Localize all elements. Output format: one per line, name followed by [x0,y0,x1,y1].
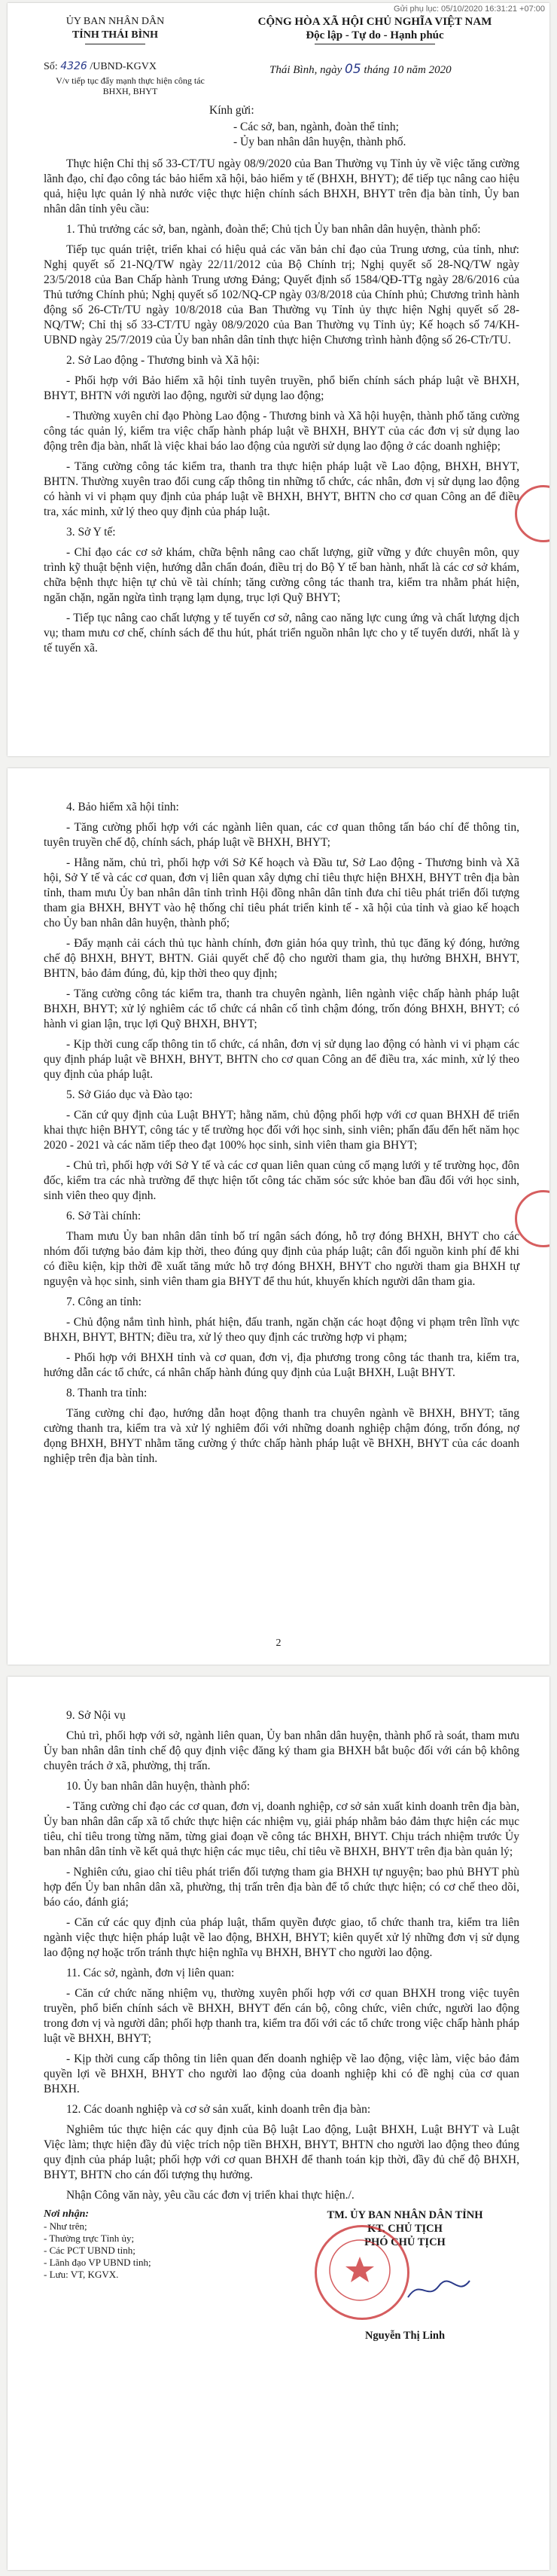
national-title [232,15,518,44]
signatory-name: Nguyễn Thị Linh [364,2330,446,2342]
signatory [292,2208,518,2342]
seal-stamp-edge [515,1190,549,1247]
paragraph: - Tiếp tục nâng cao chất lượng y tế tuyến cơ sở, nâng cao năng lực cung ứng và chất lượng dịch vụ; tham mưu cơ chế, chính sách để thu hút, phát triển nguồn nhân lực cho y tế tuyến dưới, nhất là y tế tuyến xã. [44,612,519,655]
paragraph: Nghiêm túc thực hiện các quy định của Bộ luật Lao động, Luật BHXH, Luật BHYT và Luật Việc làm; thực hiện đầy đủ việc trích nộp tiền BHXH, BHYT, BHTN cho người lao động theo đúng quy định của pháp luật; phối hợp với cơ quan BHXH để thanh toán kịp thời, đầy đủ chế độ BHXH, BHYT, BHTN cho cán đối tượng thụ hưởng. [44,2123,519,2181]
paragraph: - Tăng cường công tác kiểm tra, thanh tra thực hiện pháp luật về Lao động, BHXH, BHYT, BHTN. Thường xuyên trao đổi cung cấp thông tin những tổ chức, các nhân, đơn vị sử dụng lao động có hành vi vi phạm quy định của pháp luật về BHXH, BHYT, BHTN cho cơ quan Công an để điều tra, xác minh, xử lý theo quy định của pháp luật. [44,460,519,518]
paragraph: - Tăng cường chỉ đạo các cơ quan, đơn vị, doanh nghiệp, cơ sở sản xuất kinh doanh trên địa bàn, Ủy ban nhân dân cấp xã tổ chức thực hiện các nhiệm vụ, giải pháp nhằm bảo đảm thực hiện các mục tiêu, chỉ tiêu trong từng năm, từng giai đoạn về công tác BHXH, BHYT. Chịu trách nhiệm trước Ủy ban nhân dân tỉnh về kết quả thực hiện các mục tiêu, chỉ tiêu về BHXH, BHYT trên địa bàn quản lý; [44,1800,519,1858]
paragraph: - Chủ động nắm tình hình, phát hiện, đấu tranh, ngăn chặn các hoạt động vi phạm trên lĩnh vực BHXH, BHYT, BHTN; điều tra, xử lý theo quy định các trường hợp vi phạm; [44,1316,519,1344]
number-handwritten: 4326 [60,60,87,72]
issuing-organization [44,15,187,44]
recipient-line: - Ủy ban nhân dân huyện, thành phố. [233,136,406,148]
paragraph: Tăng cường chỉ đạo, hướng dẫn hoạt động thanh tra chuyên ngành về BHXH, BHYT; tăng cường thanh tra, kiểm tra và xử lý nghiêm đối với những doanh nghiệp chậm đóng, trốn đóng, nợ đọng BHXH, BHYT nhằm tăng cường ý thức chấp hành pháp luật về BHXH, BHYT của các doanh nghiệp trên địa bàn tỉnh. [44,1407,519,1465]
section-heading: 11. Các sở, ngành, đơn vị liên quan: [66,1967,235,1979]
document-number [44,60,157,73]
section-heading: 2. Sở Lao động - Thương binh và Xã hội: [66,354,260,367]
signatory-line-1: TM. ỦY BAN NHÂN DÂN TỈNH [327,2209,483,2221]
distribution-item: - Thường trực Tỉnh ủy; [44,2233,135,2244]
paragraph: Thực hiện Chỉ thị số 33-CT/TU ngày 08/9/2020 của Ban Thường vụ Tỉnh ủy về việc tăng cường lãnh đạo, chỉ đạo công tác bảo hiểm xã hội, bảo hiểm y tế (BHXH, BHYT); để tiếp tục nâng cao hiệu quả, hiệu lực quản lý nhà nước việc thực hiện chính sách BHXH, BHYT trên địa bàn tỉnh, Ủy ban nhân dân tỉnh yêu cầu: [44,157,519,215]
paragraph: - Căn cứ quy định của Luật BHYT; hằng năm, chủ động phối hợp với cơ quan BHXH để triển khai thực hiện BHYT, công tác y tế trường học đối với học sinh, sinh viên; phấn đấu đến hết năm học 2020 - 2021 và các năm tiếp theo đạt 100% học sinh, sinh viên tham gia BHYT; [44,1109,519,1152]
document-header [44,15,519,57]
document-page-2 [8,768,549,1665]
date-place: Thái Bình, ngày [269,64,342,76]
paragraph: - Phối hợp với Bảo hiểm xã hội tỉnh tuyên truyền, phổ biến chính sách pháp luật về BHXH, BHYT, BHTN với người lao động, người sử dụng lao động; [44,374,519,402]
page-number: 2 [275,1637,282,1649]
date-rest: tháng 10 năm 2020 [364,64,452,76]
number-prefix: Số: [44,61,58,72]
page-2-content [44,800,519,1472]
signature-block [44,2208,519,2359]
distribution-item: - Lãnh đạo VP UBND tỉnh; [44,2257,151,2268]
section-heading: 7. Công an tỉnh: [66,1296,142,1308]
nation-name: CỘNG HÒA XÃ HỘI CHỦ NGHĨA VIỆT NAM [257,16,492,28]
paragraph: - Chỉ đạo các cơ sở khám, chữa bệnh nâng cao chất lượng, giữ vững y đức chuyên môn, quy trình kỹ thuật bệnh viện, hướng dẫn chẩn đoán, điều trị do Bộ Y tế ban hành, nhất là các cơ sở khám, chữa bệnh thực hiện tự chủ về tài chính; tăng cường công tác thanh tra, kiểm tra nhằm phát hiện, ngăn chặn, ngăn ngừa tình trạng lạm dụng, trục lợi Quỹ BHYT; [44,546,519,604]
section-heading: 8. Thanh tra tỉnh: [66,1387,148,1399]
section-heading: 1. Thủ trưởng các sở, ban, ngành, đoàn thể; Chủ tịch Ủy ban nhân dân huyện, thành phố: [66,223,481,236]
section-heading: 3. Sở Y tế: [66,526,116,539]
date-day-handwritten: 05 [345,62,361,77]
document-page-3 [8,1677,549,2570]
paragraph: - Kịp thời cung cấp thông tin tổ chức, cá nhân, đơn vị sử dụng lao động có hành vi vi phạm các quy định pháp luật về BHXH, BHYT, BHTN cho cơ quan Công an để điều tra, xác minh, xử lý theo quy định của pháp luật. [44,1038,519,1081]
handwritten-signature-icon [405,2275,473,2306]
signatory-line-2: KT. CHỦ TỊCH [367,2223,443,2235]
paragraph: - Tăng cường phối hợp với các ngành liên quan, các cơ quan thông tấn báo chí để thông tin, tuyên truyền chế độ, chính sách, pháp luật về BHXH, BHYT; [44,821,519,849]
official-seal-stamp [315,2225,409,2320]
page-1-content [44,15,519,661]
org-line-2: TỈNH THÁI BÌNH [72,29,159,41]
distribution-title: Nơi nhận: [44,2208,90,2220]
paragraph: Tiếp tục quán triệt, triển khai có hiệu quả các văn bản chỉ đạo của Trung ương, của tỉnh, như: Nghị quyết số 21-NQ/TW ngày 22/11/2012 của Bộ Chính trị; Nghị quyết số 28-NQ/TW ngày 23/5/2018 của Ban Chấp hành Trung ương Đảng; Quyết định số 1584/QĐ-TTg ngày 28/6/2016 của Thủ tướng Chính phủ; Nghị quyết số 102/NQ-CP ngày 03/8/2018 của Chính phủ; Chương trình hành động số 26-CTr/TU ngày 10/8/2018 của Ban Thường vụ Tỉnh ủy thực hiện Nghị quyết số 28-NQ/TW; Chỉ thị số 33-CT/TU ngày 08/9/2020 của Ban Thường vụ Tỉnh ủy; Kế hoạch số 74/KH-UBND ngày 25/7/2019 của Ủy ban nhân dân tỉnh thực hiện Chương trình hành động số 26-CTr/TU. [44,243,519,346]
paragraph: - Thường xuyên chỉ đạo Phòng Lao động - Thương binh và Xã hội huyện, thành phố tăng cường công tác quản lý, kiểm tra việc chấp hành pháp luật về BHXH, BHYT của các đơn vị sử dụng lao động trên địa bàn, nhất là việc khai báo lao động của người sử dụng lao động ở các doanh nghiệp; [44,410,519,453]
paragraph: Chủ trì, phối hợp với sở, ngành liên quan, Ủy ban nhân dân huyện, thành phố rà soát, tham mưu Ủy ban nhân dân tỉnh chế độ quy định việc đăng ký tham gia BHXH bắt buộc đối với cán bộ không chuyên trách ở xã, phường, thị trấn. [44,1729,519,1772]
section-heading: 9. Sở Nội vụ [66,1709,126,1722]
paragraph: - Căn cứ các quy định của pháp luật, thẩm quyền được giao, tổ chức thanh tra, kiểm tra liên ngành việc thực hiện pháp luật về lao động, BHXH, BHYT; kiên quyết xử lý những đơn vị sử dụng lao động nợ hoặc trốn tránh thực hiện nghĩa vụ BHXH, BHYT cho người lao động. [44,1916,519,1959]
document-page-1 [8,3,549,756]
paragraph: - Kịp thời cung cấp thông tin liên quan đến doanh nghiệp về lao động, việc làm, việc bảo đảm quyền lợi về BHXH, BHYT cho người lao động của doanh nghiệp khi có đề nghị của cơ quan BHXH. [44,2053,519,2095]
recipients-intro: Kính gửi: [209,104,254,117]
national-motto: Độc lập - Tự do - Hạnh phúc [306,29,444,41]
closing-line: Nhận Công văn này, yêu cầu các đơn vị triển khai thực hiện./. [66,2189,355,2202]
section-heading: 10. Ủy ban nhân dân huyện, thành phố: [66,1780,251,1793]
paragraph: - Nghiên cứu, giao chỉ tiêu phát triển đối tượng tham gia BHXH tự nguyện; bao phủ BHYT phù hợp đến Ủy ban nhân dân xã, phường, thị trấn trên địa bàn để tổ chức thực hiện; có cơ chế theo dõi, báo cáo, đánh giá; [44,1866,519,1909]
signatory-line-3: PHÓ CHỦ TỊCH [364,2236,446,2248]
distribution-item: - Các PCT UBND tỉnh; [44,2245,135,2256]
digital-signature-stamp: Gửi phụ lục: 05/10/2020 16:31:21 +07:00 [394,5,545,14]
distribution-list [44,2208,232,2281]
paragraph: - Chủ trì, phối hợp với Sở Y tế và các cơ quan liên quan củng cố mạng lưới y tế trường học, đôn đốc, kiểm tra các nhà trường để thực hiện tốt công tác chăm sóc sức khỏe ban đầu đối với học sinh, sinh viên theo quy định. [44,1159,519,1202]
org-line-1: ỦY BAN NHÂN DÂN [65,16,165,27]
paragraph: - Hằng năm, chủ trì, phối hợp với Sở Kế hoạch và Đầu tư, Sở Lao động - Thương binh và Xã hội, Sở Y tế và các cơ quan, đơn vị liên quan xây dựng chỉ tiêu thực hiện BHXH, BHYT trên địa bàn tỉnh, tham mưu Ủy ban nhân dân tỉnh trình Hội đồng nhân dân tỉnh đưa chỉ tiêu phát triển đối tượng tham gia BHXH, BHYT vào hệ thống chỉ tiêu phát triển kinh tế - xã hội của tỉnh và giao kế hoạch cho Ủy ban nhân dân huyện, thành phố; [44,856,519,929]
section-heading: 4. Bảo hiểm xã hội tỉnh: [66,801,179,813]
paragraph: - Tăng cường công tác kiểm tra, thanh tra chuyên ngành, liên ngành việc chấp hành pháp luật BHXH, BHYT; xử lý nghiêm các tổ chức cá nhân cố tình chậm đóng, trốn đóng BHXH, BHYT; có hành vi gian lận, trục lợi Quỹ BHXH, BHYT; [44,987,519,1030]
paragraph: - Phối hợp với BHXH tỉnh và cơ quan, đơn vị, địa phương trong công tác thanh tra, kiểm tra, hướng dẫn các tổ chức, cá nhân chấp hành đúng quy định của Luật BHXH, Luật BHYT. [44,1351,519,1379]
paragraph: - Căn cứ chức năng nhiệm vụ, thường xuyên phối hợp với cơ quan BHXH trong việc tuyên truyền, phổ biến chính sách về BHXH, BHYT đến cán bộ, công chức, viên chức, người lao động trong đơn vị và người dân; phối hợp thanh tra, kiểm tra đối với các tổ chức trong việc chấp hành pháp luật về BHXH, BHYT; [44,1987,519,2045]
recipient-line: - Các sở, ban, ngành, đoàn thể tỉnh; [233,121,399,133]
paragraph: Tham mưu Ủy ban nhân dân tỉnh bố trí ngân sách đóng, hỗ trợ đóng BHXH, BHYT cho các nhóm đối tượng bảo đảm kịp thời, theo đúng quy định của pháp luật; cân đối nguồn kinh phí để khi có điều kiện, kịp thời đề xuất tăng mức hỗ trợ đóng BHXH, BHYT cho người tham gia BHXH tự nguyện và học sinh, sinh viên tham gia BHYT để thu hút, khuyến khích người dân tham gia. [44,1230,519,1288]
section-heading: 5. Sở Giáo dục và Đào tạo: [66,1088,193,1101]
distribution-item: - Như trên; [44,2220,87,2232]
paragraph: - Đẩy mạnh cải cách thủ tục hành chính, đơn giản hóa quy trình, thủ tục đăng ký đóng, hưởng chế độ BHXH, BHYT, BHTN. Giải quyết chế độ cho người tham gia, thụ hưởng BHXH, BHYT, BHTN, bảo đảm đúng, đủ, kịp thời theo quy định; [44,937,519,980]
number-suffix: /UBND-KGVX [90,61,157,72]
page-3-content [44,1708,519,2359]
document-subject: V/v tiếp tục đẩy mạnh thực hiện công tác BHXH, BHYT [56,75,205,96]
distribution-item: - Lưu: VT, KGVX. [44,2269,119,2280]
section-heading: 6. Sở Tài chính: [66,1210,142,1222]
document-meta [44,57,519,104]
seal-stamp-edge [515,485,549,542]
document-date [269,62,452,77]
seal-star-icon [315,2225,405,2315]
section-heading: 12. Các doanh nghiệp và cơ sở sản xuất, kinh doanh trên địa bàn: [66,2103,371,2116]
